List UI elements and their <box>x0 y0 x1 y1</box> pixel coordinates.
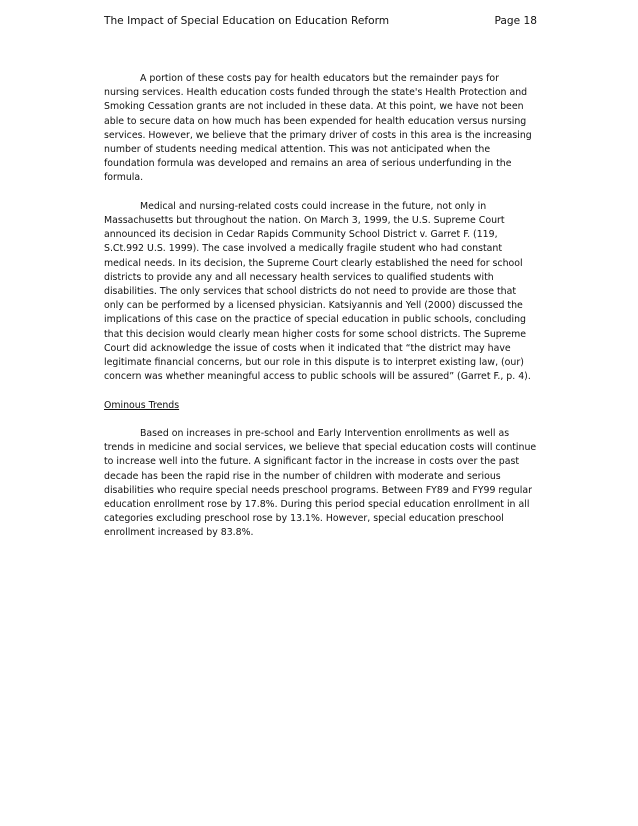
header-title: The Impact of Special Education on Education Reform <box>104 15 390 27</box>
paragraph-health-costs: A portion of these costs pay for health educators but the remainder pays for nursing services. Health education costs funded through the state's Health Protection and Smoking Cessation grants are not included in these data. At this point, we have not been able to secure data on how much has been expended for health education versus nursing services. However, we believe that the primary driver of costs in this area is the increasing number of students needing medical attention. This was not anticipated when the foundation formula was developed and remains an area of serious underfunding in the formula. <box>104 73 532 184</box>
page-number: Page 18 <box>494 15 537 27</box>
section-heading-ominous-trends: Ominous Trends <box>104 399 180 411</box>
body-text <box>104 72 537 555</box>
paragraph-enrollment-trends: Based on increases in pre-school and Early Intervention enrollments as well as trends in medicine and social services, we believe that special education costs will continue to increase well into the future. A significant factor in the increase in costs over the past decade has been the rapid rise in the number of children with moderate and serious disabilities who require special needs preschool programs. Between FY89 and FY99 regular education enrollment rose by 17.8%. During this period special education enrollment in all categories excluding preschool rose by 13.1%. However, special education preschool enrollment increased by 83.8%. <box>104 428 537 539</box>
paragraph-supreme-court: Medical and nursing-related costs could increase in the future, not only in Massachusetts but throughout the nation. On March 3, 1999, the U.S. Supreme Court announced its decision in Cedar Rapids Community School District v. Garret F. (119, S.Ct.992 U.S. 1999). The case involved a medically fragile student who had constant medical needs. In its decision, the Supreme Court clearly established the need for school districts to provide any and all necessary health services to qualified students with disabilities. The only services that school districts do not need to provide are those that only can be performed by a licensed physician. Katsiyannis and Yell (2000) discussed the implications of this case on the practice of special education in public schools, concluding that this decision would clearly mean higher costs for some school districts. The Supreme Court did acknowledge the issue of costs when it indicated that “the district may have legitimate financial concerns, but our role in this dispute is to interpret existing law, (our) concern was whether meaningful access to public schools will be assured” (Garret F., p. 4). <box>104 200 531 383</box>
